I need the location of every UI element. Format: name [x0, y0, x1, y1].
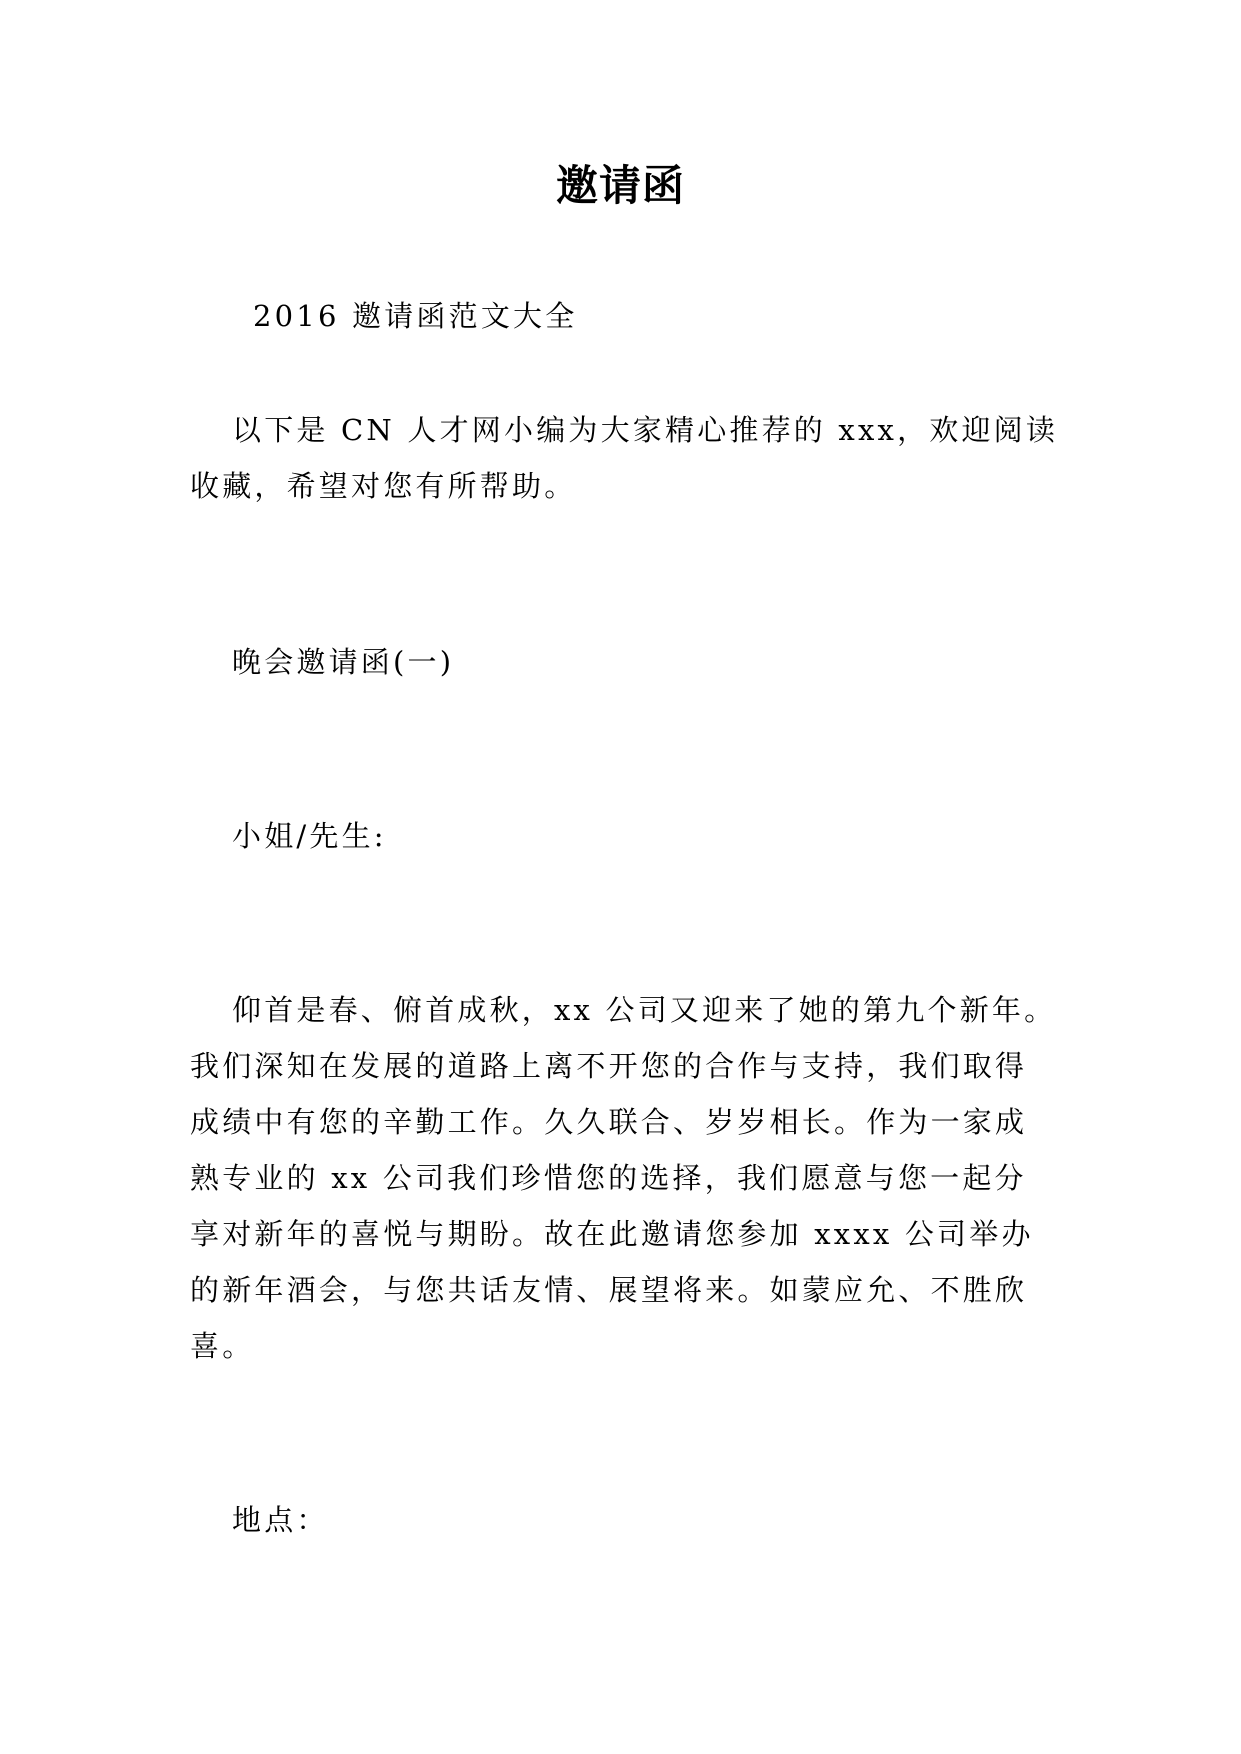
body-line: 成绩中有您的辛勤工作。久久联合、岁岁相长。作为一家成: [190, 1105, 1028, 1139]
document-title: 邀请函: [555, 161, 685, 210]
body-line: 我们深知在发展的道路上离不开您的合作与支持，我们取得: [190, 1049, 1028, 1083]
intro-line: 收藏，希望对您有所帮助。: [190, 469, 577, 503]
document-subtitle: 2016 邀请函范文大全: [253, 299, 578, 333]
body-line: 享对新年的喜悦与期盼。故在此邀请您参加 xxxx 公司举办: [190, 1217, 1034, 1251]
body-line: 仰首是春、俯首成秋，xx 公司又迎来了她的第九个新年。: [232, 993, 1057, 1027]
section-heading: 晚会邀请函(一): [232, 645, 455, 679]
body-line: 的新年酒会，与您共话友情、展望将来。如蒙应允、不胜欣: [190, 1273, 1028, 1307]
salutation: 小姐/先生:: [232, 819, 387, 853]
body-line: 熟专业的 xx 公司我们珍惜您的选择，我们愿意与您一起分: [190, 1161, 1027, 1195]
location-label: 地点：: [232, 1503, 329, 1537]
body-line: 喜。: [190, 1329, 255, 1363]
intro-line: 以下是 CN 人才网小编为大家精心推荐的 xxx，欢迎阅读: [232, 413, 1059, 447]
